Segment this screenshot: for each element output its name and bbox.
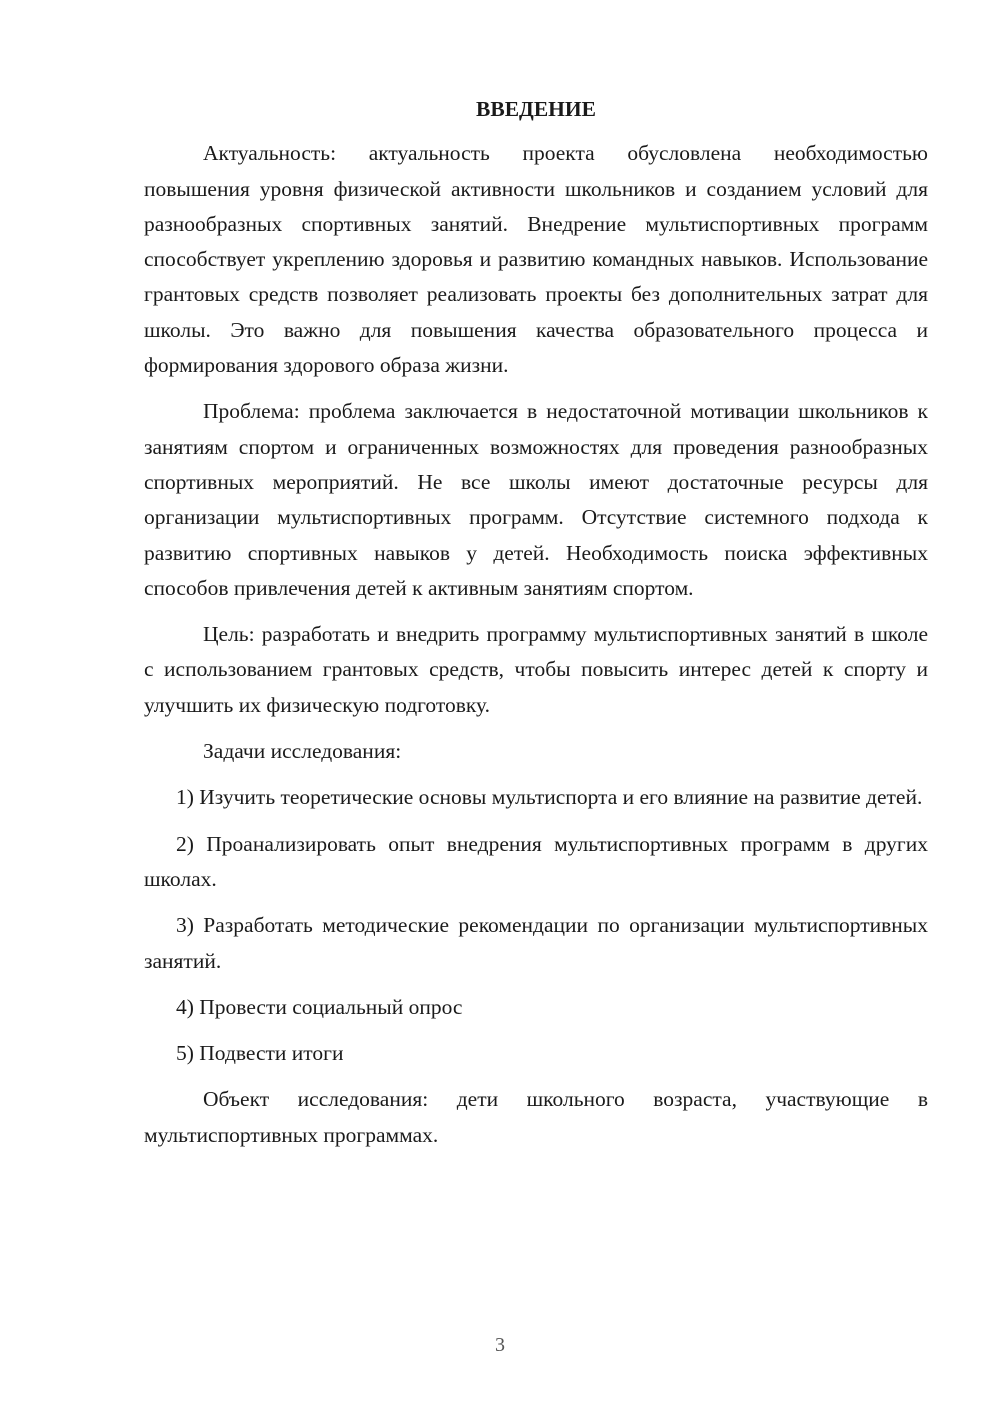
page-content <box>144 92 928 1164</box>
page-number: 3 <box>495 1334 505 1356</box>
paragraph-goal: Цель: разработать и внедрить программу мультиспортивных занятий в школе с использованием грантовых средств, чтобы повысить интерес детей к спорту и улучшить их физическую подготовку. <box>144 622 928 717</box>
task-item: 4) Провести социальный опрос <box>176 994 463 1019</box>
section-title: ВВЕДЕНИЕ <box>476 97 596 121</box>
paragraph-object: Объект исследования: дети школьного возраста, участвующие в мультиспортивных программах. <box>144 1087 928 1147</box>
tasks-heading: Задачи исследования: <box>203 739 402 764</box>
paragraph-relevance: Актуальность: актуальность проекта обусловлена необходимостью повышения уровня физической активности школьников и созданием условий для разнообразных спортивных занятий. Внедрение мультиспортивных программ способствует укреплению здоровья и развитию командных навыков. Использование грантовых средств позволяет реализовать проекты без дополнительных затрат для школы. Это важно для повышения качества образовательного процесса и формирования здорового образа жизни. <box>144 141 928 378</box>
paragraph-problem: Проблема: проблема заключается в недостаточной мотивации школьников к занятиям спортом и ограниченных возможностях для проведения разнообразных спортивных мероприятий. Не все школы имеют достаточные ресурсы для организации мультиспортивных программ. Отсутствие системного подхода к развитию спортивных навыков у детей. Необходимость поиска эффективных способов привлечения детей к активным занятиям спортом. <box>144 399 928 600</box>
task-item: 2) Проанализировать опыт внедрения мультиспортивных программ в других школах. <box>144 831 928 891</box>
task-item: 3) Разработать методические рекомендации по организации мультиспортивных занятий. <box>144 913 928 973</box>
task-item: 5) Подвести итоги <box>176 1041 344 1066</box>
task-item: 1) Изучить теоретические основы мультиспорта и его влияние на развитие детей. <box>176 785 923 810</box>
